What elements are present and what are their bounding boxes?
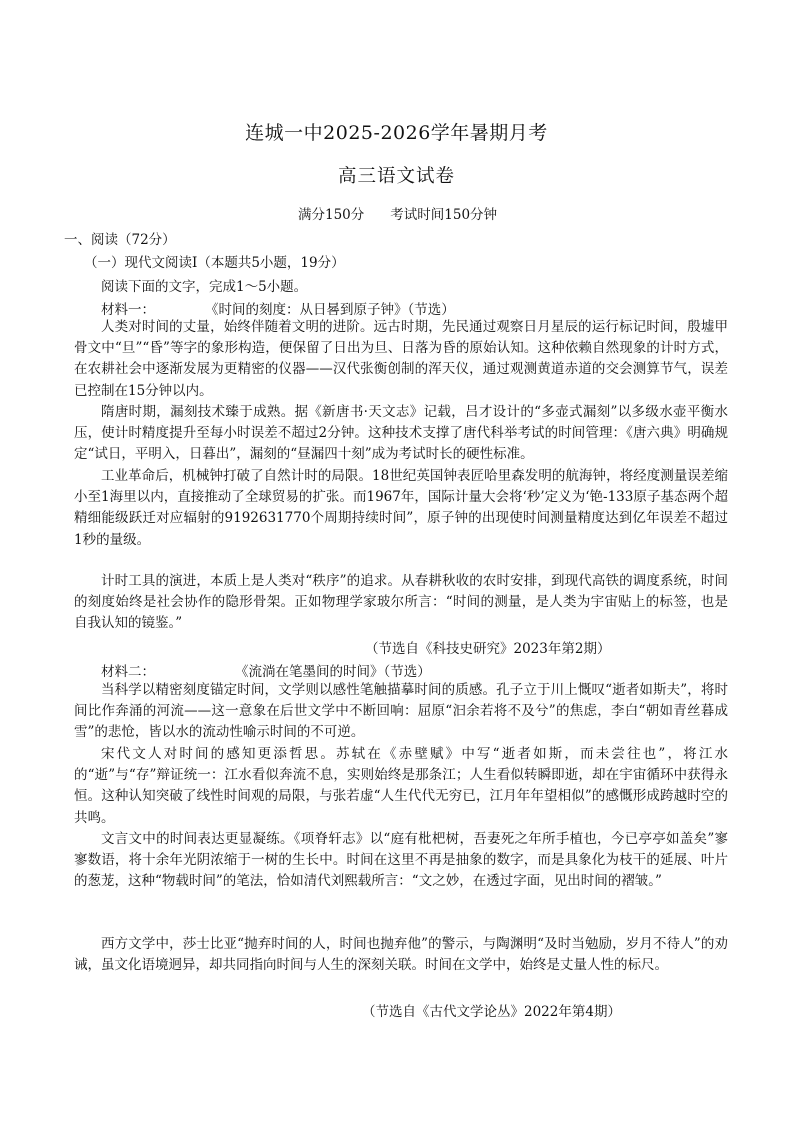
exam-time: 考试时间150分钟: [390, 207, 498, 223]
material2-paragraph-4: 西方文学中，莎士比亚“抛弃时间的人，时间也抛弃他”的警示，与陶渊明“及时当勉励，岁月不待人”的劝诫，虽文化语境迥异，却共同指向时间与人生的深刻关联。时间在文学中，始终是丈量人性的标尺。: [74, 936, 728, 974]
exam-subject-title: 高三语文试卷: [337, 166, 455, 187]
material1-paragraph-1: 人类对时间的丈量，始终伴随着文明的进阶。远古时期，先民通过观察日月星辰的运行标记时间，殷墟甲骨文中“旦”“昏”等字的象形构造，便保留了日出为旦、日落为昏的原始认知。这种依赖自然现象的计时方式，在农耕社会中逐渐发展为更精密的仪器——汉代张衡创制的浑天仪，通过观测黄道赤道的交会测算节气，误差已控制在15分钟以内。: [74, 319, 728, 399]
material2-title: 《流淌在笔墨间的时间》（节选）: [235, 664, 431, 680]
material1-paragraph-3: 工业革命后，机械钟打破了自然计时的局限。18世纪英国钟表匠哈里森发明的航海钟，将经度测量误差缩小至1海里以内，直接推动了全球贸易的扩张。而1967年，国际计量大会将‘秒’定义为‘铯-133原子基态两个超精细能级跃迁对应辐射的9192631770个周期持续时间”，原子钟的出现使时间测量精度达到亿年误差不超过1秒的量级。: [74, 468, 728, 548]
material1-paragraph-4: 计时工具的演进，本质上是人类对“秩序”的追求。从春耕秋收的农时安排，到现代高铁的调度系统，时间的刻度始终是社会协作的隐形骨架。正如物理学家玻尔所言：“时间的测量，是人类为宇宙贴上的标签，也是自我认知的镜鉴。”: [74, 573, 728, 632]
material2-source: （节选自《古代文学论丛》2022年第4期）: [362, 1004, 621, 1020]
material1-title: 《时间的刻度：从日晷到原子钟》（节选）: [205, 302, 455, 318]
section-heading: 一、阅读（72分）: [64, 232, 176, 248]
sub-section-heading: （一）现代文阅读Ⅰ（本题共5小题，19分）: [84, 255, 345, 271]
material2-header: [101, 660, 431, 680]
material2-paragraph-3: 文言文中的时间表达更显凝练。《项脊轩志》以“庭有枇杷树，吾妻死之年所手植也，今已亭亭如盖矣”寥寥数语，将十余年光阴浓缩于一树的生长中。时间在这里不再是抽象的数字，而是具象化为枝干的延展、叶片的葱茏，这种“物载时间”的笔法，恰如清代刘熙载所言：“文之妙，在透过字面，见出时间的褶皱。”: [74, 831, 728, 890]
full-score: 满分150分: [298, 207, 365, 223]
material1-source: （节选自《科技史研究》2023年第2期）: [365, 641, 611, 657]
material1-header: [101, 298, 455, 318]
material2-paragraph-1: 当科学以精密刻度锚定时间，文学则以感性笔触描摹时间的质感。孔子立于川上慨叹“逝者如斯夫”，将时间比作奔涌的河流——这一意象在后世文学中不断回响：屈原“汩余若将不及兮”的焦虑，李白“朝如青丝暮成雪”的悲怆，皆以水的流动性喻示时间的不可逆。: [74, 682, 728, 741]
material1-paragraph-2: 隋唐时期，漏刻技术臻于成熟。据《新唐书·天文志》记载，吕才设计的“多壶式漏刻”以多级水壶平衡水压，使计时精度提升至每小时误差不超过2分钟。这种技术支撑了唐代科举考试的时间管理：《唐六典》明确规定“试日，平明入，日暮出”，漏刻的“昼漏四十刻”成为考试时长的硬性标准。: [74, 404, 728, 463]
material2-paragraph-2: 宋代文人对时间的感知更添哲思。苏轼在《赤壁赋》中写“逝者如斯，而未尝往也”，将江水的“逝”与“存”辩证统一：江水看似奔流不息，实则始终是那条江；人生看似转瞬即逝，却在宇宙循环中获得永恒。这种认知突破了线性时间观的局限，与张若虚“人生代代无穷已，江月年年望相似”的感慨形成跨越时空的共鸣。: [74, 746, 728, 826]
reading-instruction: 阅读下面的文字，完成1～5小题。: [101, 279, 308, 295]
school-exam-title: 连城一中2025-2026学年暑期月考: [245, 122, 548, 144]
material2-label: 材料二：: [101, 664, 155, 680]
score-time-line: [298, 203, 497, 223]
material1-label: 材料一：: [101, 302, 155, 318]
